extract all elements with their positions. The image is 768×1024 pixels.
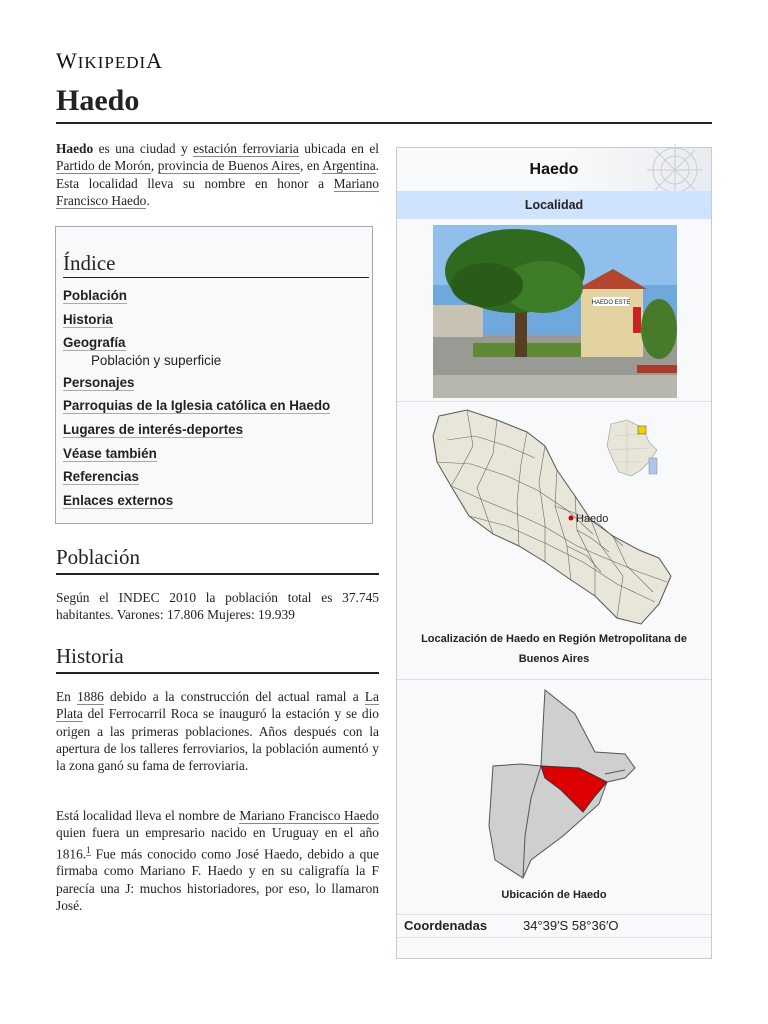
map-label-haedo: Haedo [576,513,609,525]
toc-item-lugares[interactable]: Lugares de interés-deportes [63,421,244,437]
section-heading-poblacion: Población [56,545,379,575]
region-locator-map[interactable] [427,406,687,634]
reference-1[interactable]: 1 [86,844,91,855]
coordinates-value[interactable]: 34°39′S 58°36′O [523,918,619,933]
infobox-title: Haedo [397,148,711,191]
map2-caption: Ubicación de Haedo [501,889,607,901]
toc-item-parroquias[interactable]: Parroquias de la Iglesia católica en Haedo [63,398,331,414]
toc-item-referencias[interactable]: Referencias [63,469,139,485]
page-title: Haedo [56,84,712,124]
link-estacion-ferroviaria[interactable]: estación ferroviaria [193,141,299,156]
historia-paragraph-1: En 1886 debido a la construcción del actual ramal a La Plata del Ferrocarril Roca se inauguró la estación y se dio origen a las primeras poblaciones. Años después con la apertura de los talleres ferroviarios, la población aumentó y la zona ganó su fama de ferroviaria. [56,689,379,774]
toc-item-enlaces-externos[interactable]: Enlaces externos [63,492,174,508]
link-argentina[interactable]: Argentina [322,158,376,174]
toc-item-vease-tambien[interactable]: Véase también [63,445,157,461]
toc-item-personajes[interactable]: Personajes [63,374,135,390]
wikipedia-wordmark[interactable]: WIKIPEDIA [56,48,164,73]
coordinates-label: Coordenadas [404,918,488,933]
intro-paragraph: Haedo es una ciudad y estación ferroviaria ubicada en el Partido de Morón, provincia de Buenos Aires, en Argentina. Esta localidad lleva su nombre en honor a Mariano Francisco Haedo. [56,141,380,208]
historia-paragraph-2: Está localidad lleva el nombre de Mariano Francisco Haedo quien fuera un empresario nacido en Uruguay en el año 1816.$^1$ Fue más conocido como José Haedo, debido a que firmaba como Mariano F. Haedo y en su caligrafía la F parecía una J: muchos historiadores, por eso, lo llamaron José. [56,808,379,913]
table-of-contents [55,226,373,524]
toc-item-geografia[interactable]: Geografía [63,335,126,351]
poblacion-paragraph: Según el INDEC 2010 la población total es 37.745 habitantes. Varones: 17.806 Mujeres: 19.939 [56,590,379,623]
link-partido-de-moron[interactable]: Partido de Morón [56,158,151,174]
infobox-subtitle: Localidad [397,191,711,219]
link-la-plata[interactable]: La Plata [56,689,379,722]
toc-subitem-poblacion-superficie[interactable]: Población y superficie [91,352,222,368]
toc-item-poblacion[interactable]: Población [63,288,127,303]
section-heading-historia: Historia [56,644,379,674]
link-mariano-francisco-haedo[interactable]: Mariano Francisco Haedo [56,175,379,208]
toc-heading: Índice [63,251,369,278]
toc-list [63,287,373,515]
map1-caption: Localización de Haedo en Región Metropolitana de Buenos Aires [421,633,687,665]
infobox [396,147,712,959]
link-mariano-francisco-haedo-2[interactable]: Mariano Francisco Haedo [239,808,379,823]
toc-item-historia[interactable]: Historia [63,311,113,327]
compass-rose-icon [643,144,703,196]
partido-locator-map[interactable] [475,686,645,882]
link-1886[interactable]: 1886 [77,689,104,704]
station-sign-text: HAEDO ESTE [591,300,631,306]
haedo-station-photo[interactable] [433,225,677,398]
link-provincia-buenos-aires[interactable]: provincia de Buenos Aires [157,158,301,174]
